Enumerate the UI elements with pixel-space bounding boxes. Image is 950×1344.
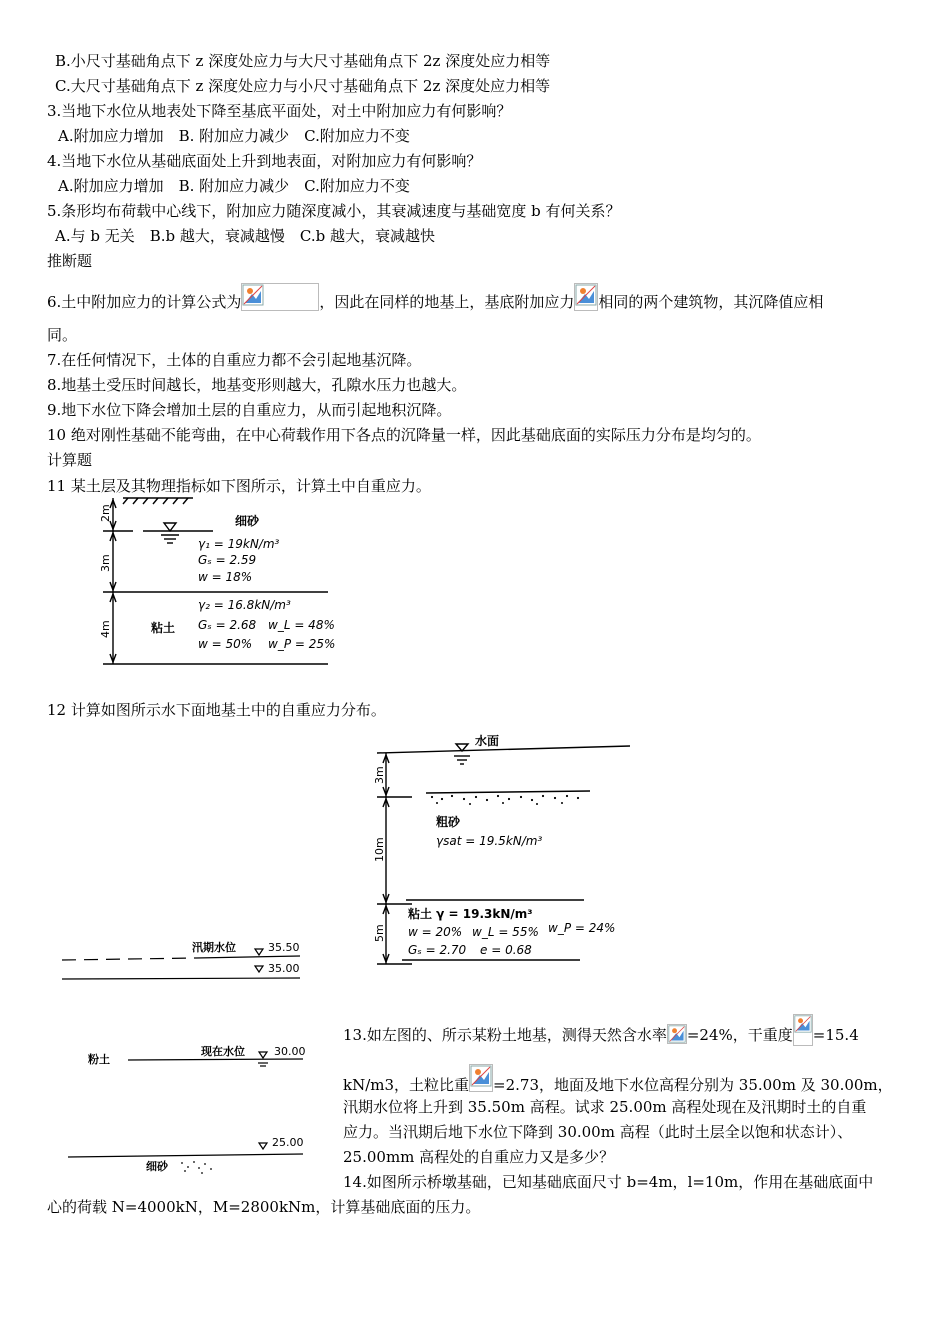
- q13-text-d: kN/m3，土粒比重: [343, 1076, 470, 1094]
- q5-options: A.与 b 无关 B.b 越大，衰减越慢 C.b 越大，衰减越快: [55, 227, 435, 245]
- broken-image-icon: [667, 1024, 687, 1044]
- question-5: 5.条形均布荷载中心线下，附加应力随深度减小，其衰减速度与基础宽度 b 有何关系？: [47, 202, 621, 220]
- question-12: 12 计算如图所示水下面地基土中的自重应力分布。: [47, 701, 386, 719]
- fig11-l2-param3: w_L = 48%: [268, 618, 335, 632]
- figure-11-soil-profile: [88, 494, 338, 679]
- fig13-elev-4: 25.00: [272, 1136, 304, 1149]
- fig11-l2-param2: Gₛ = 2.68: [198, 618, 257, 632]
- broken-image-icon: [241, 283, 319, 311]
- fig12-l2-param3: w_P = 24%: [548, 921, 616, 935]
- fig11-layer2-name: 粘土: [151, 621, 176, 635]
- q13-text-c: =15.4: [812, 1026, 859, 1044]
- fig12-layer1-name: 粗砂: [436, 815, 461, 829]
- fig13-elev-3: 30.00: [274, 1045, 306, 1058]
- q4-options: A.附加应力增加 B. 附加应力减少 C.附加应力不变: [58, 177, 410, 195]
- fig12-water-label: 水面: [475, 734, 500, 748]
- coarse-sand-dots: [431, 795, 579, 805]
- fig12-dim-2: 10m: [373, 837, 386, 862]
- fig11-l1-param1: γ₁ = 19kN/m³: [198, 537, 280, 551]
- fig12-layer2-name: 粘土 γ = 19.3kN/m³: [408, 907, 533, 921]
- fig11-dim-1: 2m: [99, 504, 112, 522]
- q13-line-4: 应力。当汛期后地下水位下降到 30.00m 高程（此时土层全以饱和状态计）、: [343, 1123, 853, 1141]
- fig11-l1-param3: w = 18%: [198, 570, 253, 584]
- q13-line-5: 25.00mm 高程处的自重应力又是多少？: [343, 1148, 615, 1166]
- section-calculation: 计算题: [47, 451, 93, 469]
- fig11-l2-param5: w_P = 25%: [268, 637, 336, 651]
- fig11-dim-3: 4m: [99, 620, 112, 638]
- fig11-l2-param1: γ₂ = 16.8kN/m³: [198, 598, 291, 612]
- question-10: 10 绝对刚性基础不能弯曲，在中心荷载作用下各点的沉降量一样，因此基础底面的实际压力分布是均匀的。: [47, 426, 761, 444]
- q3-options: A.附加应力增加 B. 附加应力减少 C.附加应力不变: [58, 127, 410, 145]
- fig12-dim-3: 5m: [373, 924, 386, 942]
- fig12-l1-param1: γsat = 19.5kN/m³: [436, 834, 543, 848]
- fig11-l2-param4: w = 50%: [198, 637, 253, 651]
- q13-line-3: 汛期水位将上升到 35.50m 高程。试求 25.00m 高程处现在及汛期时土的自重: [343, 1098, 867, 1116]
- section-judgement: 推断题: [47, 252, 93, 270]
- q13-text-a: 13.如左图的、所示某粉土地基，测得天然含水率: [343, 1026, 667, 1044]
- question-9: 9.地下水位下降会增加土层的自重应力，从而引起地积沉降。: [47, 401, 452, 419]
- q13-text-e: =2.73，地面及地下水位高程分别为 35.00m 及 30.00m，: [493, 1076, 893, 1094]
- q6-text-a: 6.土中附加应力的计算公式为: [47, 293, 242, 311]
- fig12-l2-param4: Gₛ = 2.70: [408, 943, 467, 957]
- broken-image-icon: [469, 1064, 493, 1092]
- fig12-l2-param5: e = 0.68: [480, 943, 532, 957]
- q13-line-1: [343, 1014, 859, 1049]
- figure-12-underwater-profile: [372, 728, 634, 968]
- fig11-layer1-name: 细砂: [235, 514, 260, 528]
- fig13-soil-label: 粉土: [88, 1053, 110, 1066]
- fig12-l2-param2: w_L = 55%: [472, 925, 539, 939]
- q2-option-c: C.大尺寸基础角点下 z 深度处应力与小尺寸基础角点下 2z 深度处应力相等: [55, 77, 551, 95]
- fig13-sand-label: 细砂: [146, 1160, 168, 1173]
- question-7: 7.在任何情况下，土体的自重应力都不会引起地基沉降。: [47, 351, 422, 369]
- fig11-dim-2: 3m: [99, 554, 112, 572]
- q14-line-2: 心的荷载 N=4000kN，M=2800kNm，计算基础底面的压力。: [47, 1198, 481, 1216]
- question-6: [47, 283, 823, 316]
- fine-sand-dots: [181, 1161, 212, 1174]
- fig13-elev-2: 35.00: [268, 962, 300, 975]
- fig13-current-label: 现在水位: [201, 1045, 245, 1058]
- broken-image-icon: [793, 1014, 813, 1046]
- fig13-flood-label: 汛期水位: [192, 941, 236, 954]
- fig11-l1-param2: Gₛ = 2.59: [198, 553, 257, 567]
- question-8: 8.地基土受压时间越长，地基变形则越大，孔隙水压力也越大。: [47, 376, 467, 394]
- q13-line-2: [343, 1064, 893, 1099]
- question-11: 11 某土层及其物理指标如下图所示，计算土中自重应力。: [47, 477, 431, 495]
- figure-13-silt-profile: [58, 935, 323, 1180]
- broken-image-icon: [574, 283, 598, 311]
- q6-text-b: ，因此在同样的地基上，基底附加应力: [319, 293, 575, 311]
- fig13-elev-1: 35.50: [268, 941, 300, 954]
- fig12-dim-1: 3m: [373, 766, 386, 784]
- question-3: 3.当地下水位从地表处下降至基底平面处，对土中附加应力有何影响？: [47, 102, 512, 120]
- q14-line-1: 14.如图所示桥墩基础，已知基础底面尺寸 b=4m，l=10m，作用在基础底面中: [343, 1173, 874, 1191]
- q2-option-b: B.小尺寸基础角点下 z 深度处应力与大尺寸基础角点下 2z 深度处应力相等: [55, 52, 551, 70]
- q13-text-b: =24%，干重度: [686, 1026, 793, 1044]
- question-4: 4.当地下水位从基础底面处上升到地表面，对附加应力有何影响？: [47, 152, 482, 170]
- fig12-l2-param1: w = 20%: [408, 925, 463, 939]
- q6-text-c: 相同的两个建筑物，其沉降值应相: [598, 293, 824, 311]
- q6-text-d: 同。: [47, 326, 78, 344]
